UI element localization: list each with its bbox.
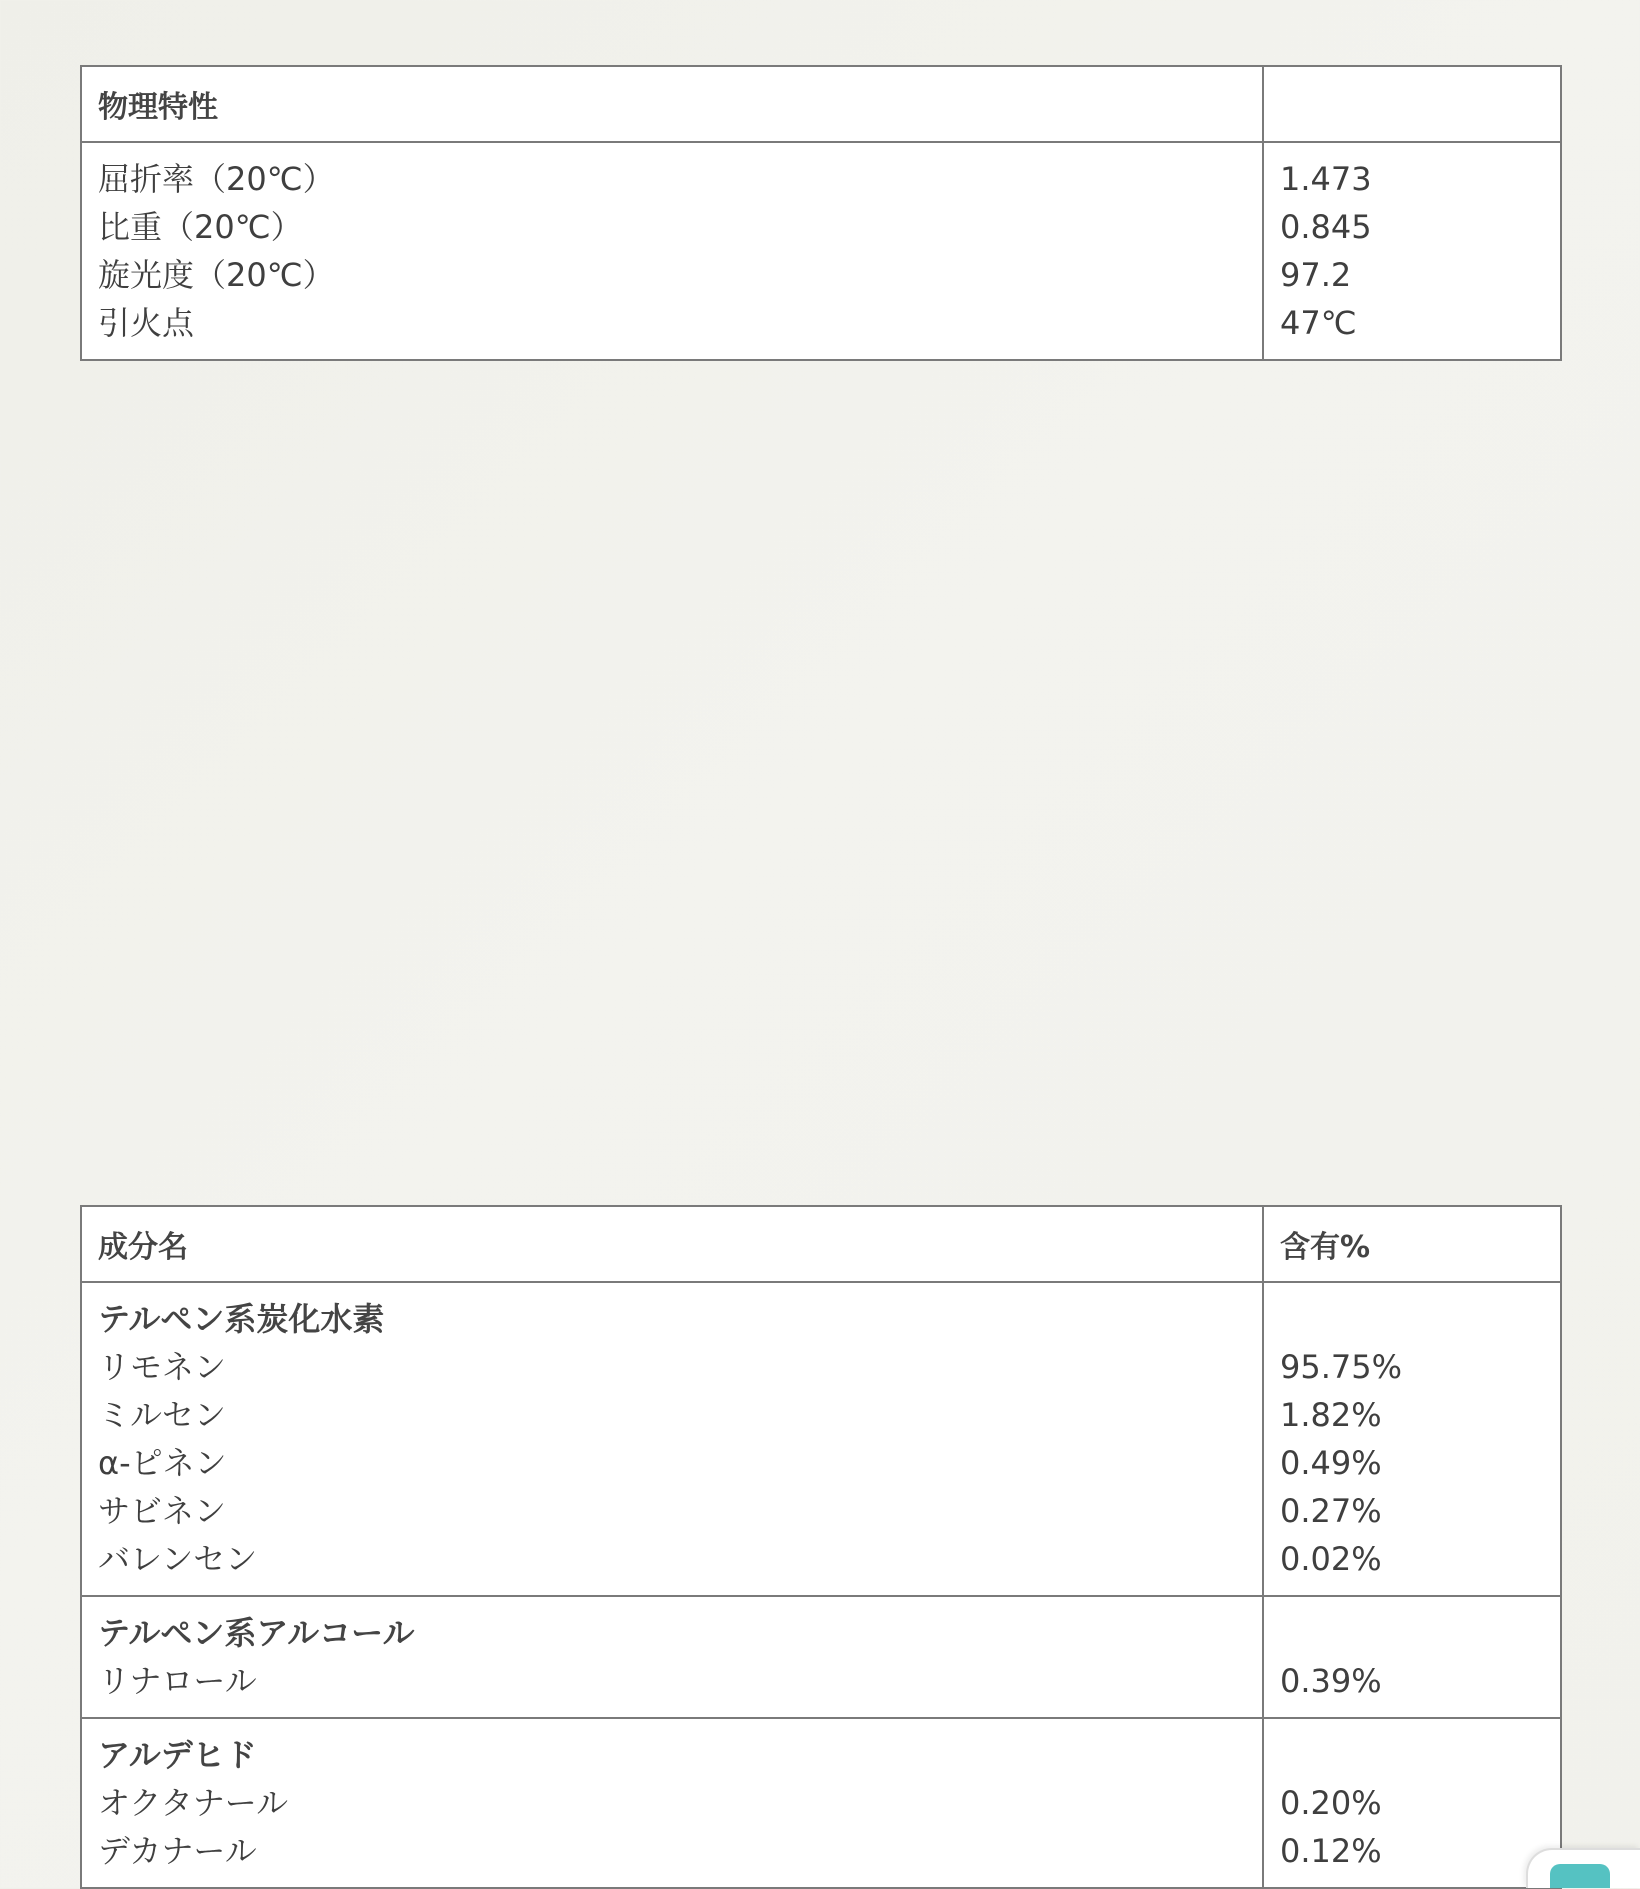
property-value: 47℃	[1280, 304, 1357, 342]
group-values-cell	[1263, 1718, 1561, 1888]
component-name: ミルセン	[98, 1396, 227, 1434]
group-values-cell	[1263, 1596, 1561, 1718]
chat-icon	[1550, 1864, 1610, 1888]
physical-header-name: 物理特性	[81, 66, 1263, 142]
component-group-row	[81, 1718, 1561, 1888]
group-value-spacer	[1280, 1609, 1544, 1657]
components-header-name: 成分名	[81, 1206, 1263, 1282]
group-names-cell	[81, 1718, 1263, 1888]
physical-header-row	[81, 66, 1561, 142]
component-value: 95.75%	[1280, 1348, 1403, 1386]
components-header-row	[81, 1206, 1561, 1282]
property-value: 1.473	[1280, 160, 1372, 198]
group-names-cell	[81, 1596, 1263, 1718]
components-header-value: 含有%	[1263, 1206, 1561, 1282]
property-value: 0.845	[1280, 208, 1372, 246]
component-value: 0.20%	[1280, 1784, 1382, 1822]
group-title: テルペン系炭化水素	[98, 1300, 385, 1338]
component-value: 0.27%	[1280, 1492, 1382, 1530]
component-value: 1.82%	[1280, 1396, 1382, 1434]
component-value: 0.02%	[1280, 1540, 1382, 1578]
component-name: リモネン	[98, 1348, 227, 1386]
group-title: アルデヒド	[98, 1736, 257, 1774]
component-name: α-ピネン	[98, 1444, 227, 1482]
physical-body-row	[81, 142, 1561, 360]
components-table	[80, 1205, 1562, 1889]
property-value: 97.2	[1280, 256, 1352, 294]
component-name: サビネン	[98, 1492, 227, 1530]
physical-header-value	[1263, 66, 1561, 142]
component-value: 0.39%	[1280, 1662, 1382, 1700]
component-value: 0.12%	[1280, 1832, 1382, 1870]
component-name: オクタナール	[98, 1784, 289, 1822]
property-name: 比重（20℃）	[98, 208, 303, 246]
component-group-row	[81, 1596, 1561, 1718]
physical-properties-table	[80, 65, 1562, 361]
property-name: 屈折率（20℃）	[98, 160, 335, 198]
physical-values-cell	[1263, 142, 1561, 360]
property-name: 旋光度（20℃）	[98, 256, 335, 294]
property-name: 引火点	[98, 304, 195, 342]
floating-chat-button[interactable]	[1526, 1848, 1640, 1888]
component-name: リナロール	[98, 1662, 257, 1700]
group-value-spacer	[1280, 1731, 1544, 1779]
group-names-cell	[81, 1282, 1263, 1596]
component-name: バレンセン	[98, 1540, 258, 1578]
group-value-spacer	[1280, 1295, 1544, 1343]
component-group-row	[81, 1282, 1561, 1596]
group-values-cell	[1263, 1282, 1561, 1596]
component-value: 0.49%	[1280, 1444, 1382, 1482]
group-title: テルペン系アルコール	[98, 1614, 415, 1652]
component-name: デカナール	[98, 1832, 257, 1870]
physical-names-cell	[81, 142, 1263, 360]
